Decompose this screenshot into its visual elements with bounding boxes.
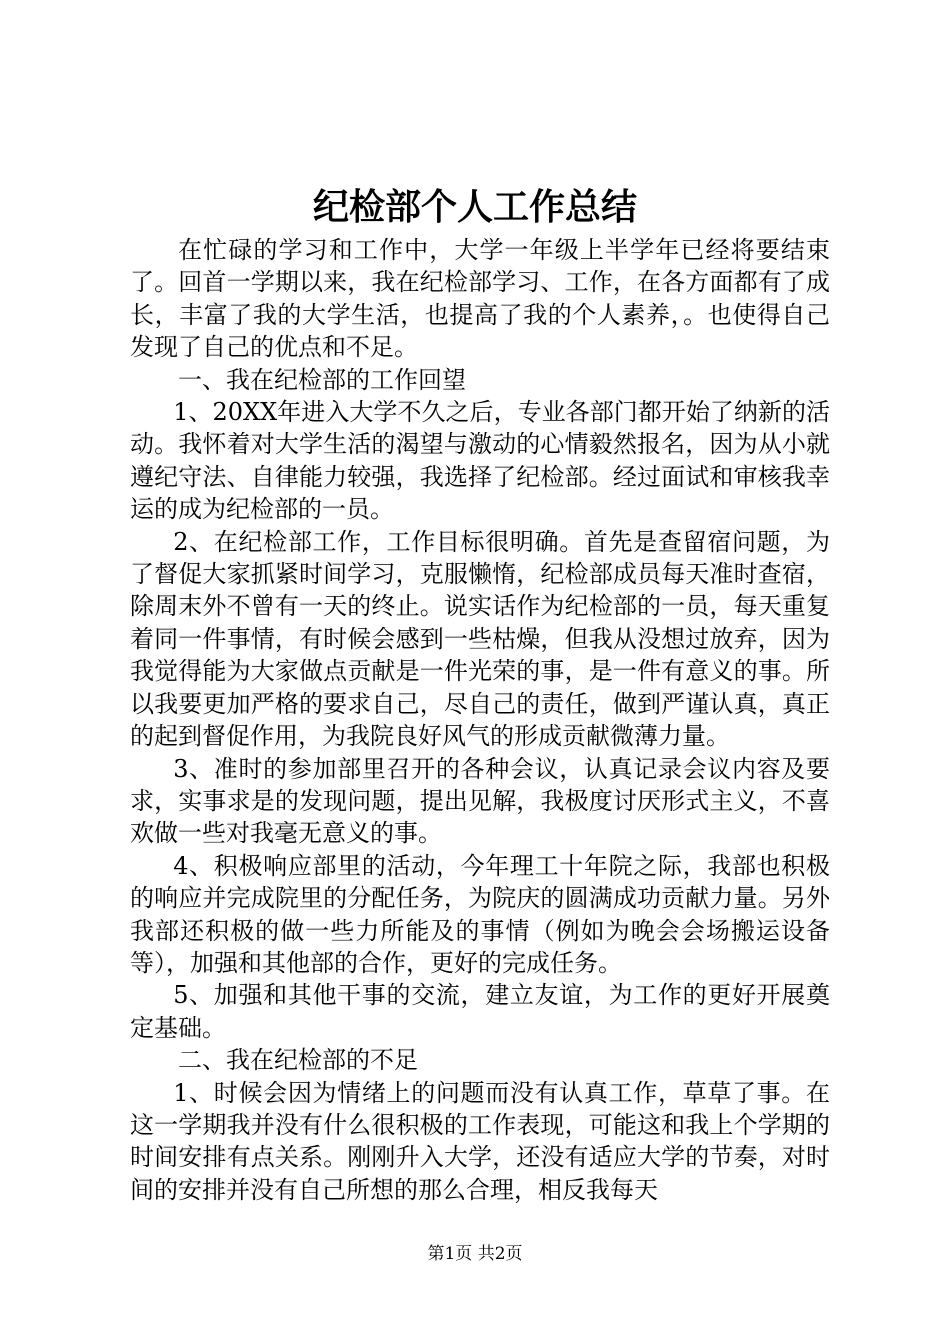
section-heading-work-review: 一、我在纪检部的工作回望 xyxy=(178,365,466,394)
document-body xyxy=(130,234,830,1206)
document-title: 纪检部个人工作总结 xyxy=(312,186,637,228)
paragraph-item-4: 4、积极响应部里的活动，今年理工十年院之际，我部也积极的响应并完成院里的分配任务，为院庆的圆满成功贡献力量。另外我部还积极的做一些力所能及的事情（例如为晚会会场搬运设备等），加强和其他部的合作，更好的完成任务。 xyxy=(130,851,830,977)
page-footer: 第1页 共2页 xyxy=(427,1244,523,1264)
section-heading-shortcomings: 二、我在纪检部的不足 xyxy=(178,1046,418,1075)
paragraph-item-1: 1、20XX年进入大学不久之后，专业各部门都开始了纳新的活动。我怀着对大学生活的渴望与激动的心情毅然报名，因为从小就遵纪守法、自律能力较强，我选择了纪检部。经过面试和审核我幸运的成为纪检部的一员。 xyxy=(130,398,830,524)
paragraph-shortcoming-1: 1、时候会因为情绪上的问题而没有认真工作，草草了事。在这一学期我并没有什么很积极的工作表现，可能这和我上个学期的时间安排有点关系。刚刚升入大学，还没有适应大学的节奏，对时间的安排并没有自己所想的那么合理，相反我每天 xyxy=(130,1078,830,1204)
paragraph-item-5: 5、加强和其他干事的交流，建立友谊，为工作的更好开展奠定基础。 xyxy=(130,981,830,1042)
paragraph-item-2: 2、在纪检部工作，工作目标很明确。首先是查留宿问题，为了督促大家抓紧时间学习，克服懒惰，纪检部成员每天准时查宿，除周末外不曾有一天的终止。说实话作为纪检部的一员，每天重复着同一件事情，有时候会感到一些枯燥，但我从没想过放弃，因为我觉得能为大家做点贡献是一件光荣的事，是一件有意义的事。所以我要更加严格的要求自己，尽自己的责任，做到严谨认真，真正的起到督促作用，为我院良好风气的形成贡献微薄力量。 xyxy=(130,527,830,751)
paragraph-item-3: 3、准时的参加部里召开的各种会议，认真记录会议内容及要求，实事求是的发现问题，提出见解，我极度讨厌形式主义，不喜欢做一些对我毫无意义的事。 xyxy=(130,754,830,848)
paragraph-intro: 在忙碌的学习和工作中，大学一年级上半学年已经将要结束了。回首一学期以来，我在纪检部学习、工作，在各方面都有了成长，丰富了我的大学生活，也提高了我的个人素养，。也使得自己发现了自己的优点和不足。 xyxy=(130,236,830,362)
